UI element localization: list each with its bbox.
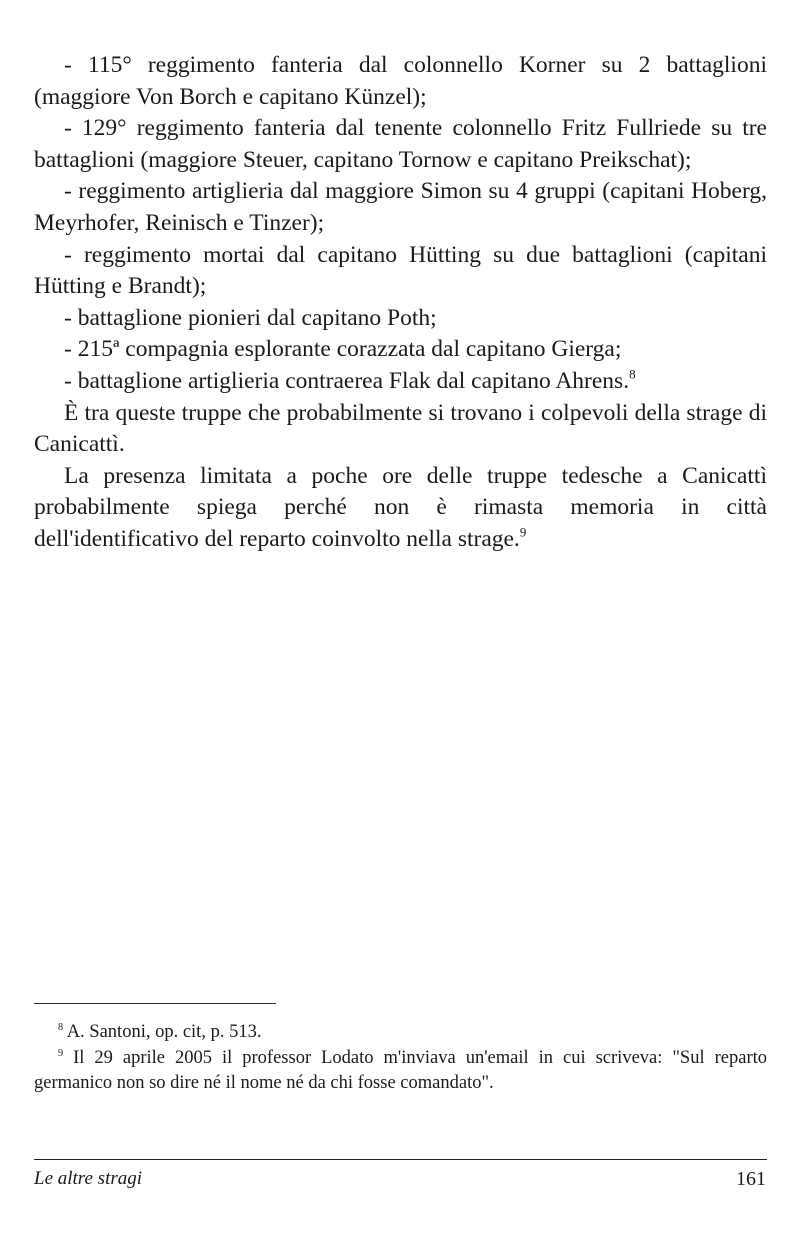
footnote-ref-8[interactable]: 8 bbox=[629, 366, 636, 382]
paragraph-mortar-regiment: - reggimento mortai dal capitano Hütting su due battaglioni (capitani Hütting e Brandt); bbox=[34, 241, 767, 300]
paragraph-armored-company: - 215ª compagnia esplorante corazzata dal capitano Gierga; bbox=[64, 336, 622, 363]
footnote-text: A. Santoni, op. cit, p. 513. bbox=[66, 1022, 262, 1042]
footnotes bbox=[34, 1020, 767, 1097]
footnote-marker: 8 bbox=[58, 1021, 64, 1033]
body-text bbox=[34, 50, 767, 556]
paragraph-129-regiment: - 129° reggimento fanteria dal tenente colonnello Fritz Fullriede su tre battaglioni (maggiore Steuer, capitano Tornow e capitano Preikschat); bbox=[34, 115, 767, 173]
paragraph-flak-battalion: - battaglione artiglieria contraerea Flak dal capitano Ahrens.$^8$ bbox=[64, 366, 636, 394]
footnote-marker: 9 bbox=[58, 1047, 64, 1059]
paragraph-artillery-regiment: - reggimento artiglieria dal maggiore Simon su 4 gruppi (capitani Hoberg, Meyrhofer, Reinisch e Tinzer); bbox=[34, 178, 767, 236]
paragraph-115-regiment: - 115° reggimento fanteria dal colonnello Korner su 2 battaglioni (maggiore Von Borch e capitano Künzel); bbox=[34, 52, 767, 110]
footer-divider bbox=[34, 1159, 767, 1160]
footnote-divider bbox=[34, 1003, 276, 1004]
paragraph-culprits: È tra queste truppe che probabilmente si trovano i colpevoli della strage di Canicattì. bbox=[34, 399, 767, 458]
paragraph-pioneer-battalion: - battaglione pionieri dal capitano Poth; bbox=[64, 304, 437, 331]
footnote-text: Il 29 aprile 2005 il professor Lodato m'inviava un'email in cui scriveva: "Sul reparto germanico non so dire né il nome né da chi fosse comandato". bbox=[34, 1047, 767, 1093]
footnote-8 bbox=[34, 1020, 767, 1046]
running-title: Le altre stragi bbox=[34, 1168, 143, 1189]
footnote-ref-9[interactable]: 9 bbox=[519, 524, 527, 540]
page-number: 161 bbox=[736, 1168, 766, 1190]
footnote-9 bbox=[34, 1046, 767, 1097]
paragraph-presence: La presenza limitata a poche ore delle truppe tedesche a Canicattì probabilmente spiega perché non è rimasta memoria in città dell'identificativo del reparto coinvolto nella strage.$^9$ bbox=[34, 462, 767, 552]
